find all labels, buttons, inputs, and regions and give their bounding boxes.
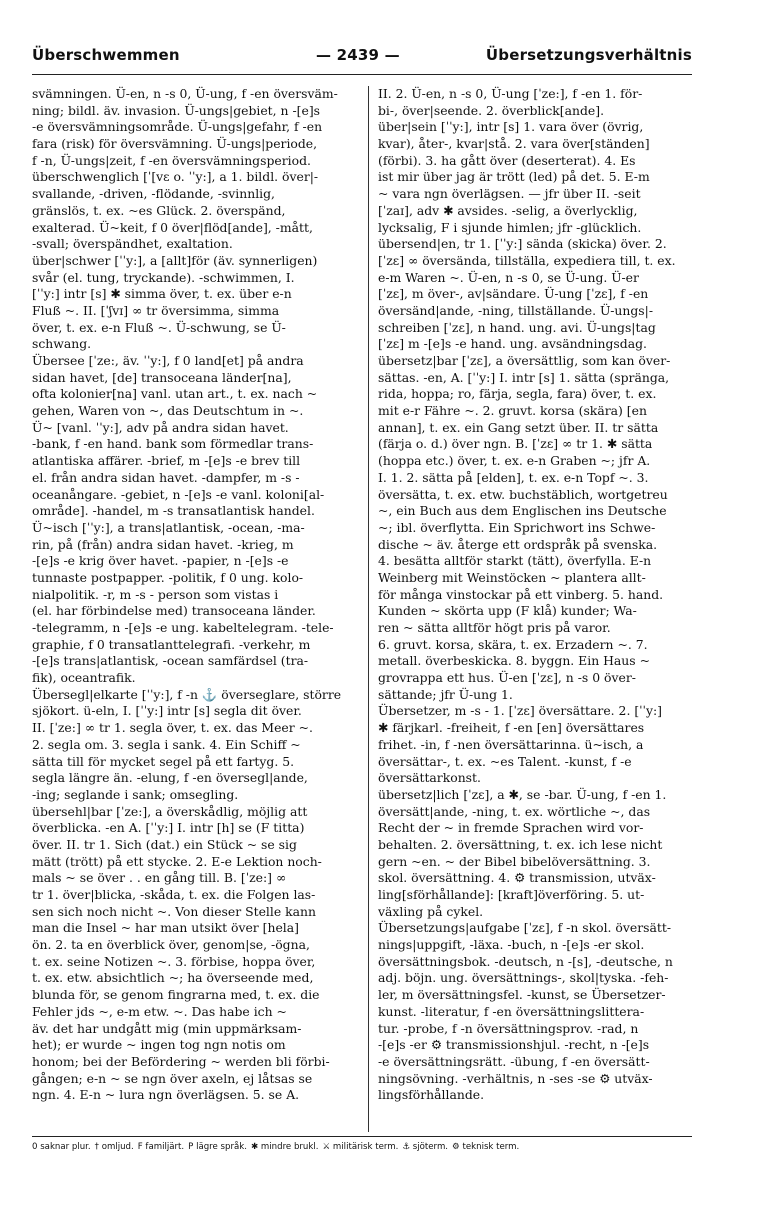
dictionary-line: ningsövning. -verhältnis, n -ses -se ⚙ utväx- <box>378 1070 653 1086</box>
legend-item: ⚙ teknisk term. <box>452 1142 520 1152</box>
dictionary-line: Fehler jds ~, e-m etw. ~. Das habe ich ~ <box>32 1003 287 1019</box>
dictionary-line: blunda för, se genom fingrarna med, t. ex. die <box>32 987 320 1003</box>
dictionary-line: rin, på (från) andra sidan havet. -krieg, m <box>32 536 294 552</box>
dictionary-line: übersend|en, tr 1. [ˈˈy:] sända (skicka) över. 2. <box>378 236 667 252</box>
dictionary-line: översättar-, t. ex. ~es Talent. -kunst, f -e <box>378 753 632 769</box>
dictionary-line: Kunden ~ skörta upp (F klå) kunder; Wa- <box>378 603 637 619</box>
dictionary-line: metall. överbeskicka. 8. byggn. Ein Haus ~ <box>378 653 650 669</box>
dictionary-line: sättas. -en, A. [ˈˈy:] I. intr [s] 1. sätta (spränga, <box>378 369 670 385</box>
dictionary-line: [ˈzɛ], m över-, av|sändare. Ü-ung [ˈzɛ], f -en <box>378 286 649 302</box>
dictionary-line: bi-, över|seende. 2. överblick[ande]. <box>378 102 605 118</box>
dictionary-line: [ˈzɛ] m -[e]s -e hand. ung. avsändningsdag. <box>378 336 647 352</box>
dictionary-line: (färja o. d.) över ngn. B. [ˈzɛ] ∞ tr 1. ✱ sätta <box>378 436 653 452</box>
dictionary-line: honom; bei der Befördering ~ werden bli förbi- <box>32 1053 330 1069</box>
dictionary-line: ren ~ sätta alltför högt pris på varor. <box>378 620 611 635</box>
dictionary-line: graphie, f 0 transatlanttelegrafi. -verkehr, m <box>32 636 311 652</box>
dictionary-line: gången; e-n ~ se ngn över axeln, ej låtsas se <box>32 1070 313 1086</box>
dictionary-line: frihet. -in, f -nen översättarinna. ü~isch, a <box>378 736 644 752</box>
dictionary-line: ning; bildl. äv. invasion. Ü-ungs|gebiet, n -[e]s <box>32 102 321 118</box>
header-last-entry: Übersetzungsverhältnis <box>485 46 692 64</box>
left-column <box>32 86 359 1126</box>
dictionary-line: för många vinstockar på ett vinberg. 5. hand. <box>378 586 664 602</box>
dictionary-line: -ing; seglande i sank; omsegling. <box>32 786 239 802</box>
dictionary-line: nialpolitik. -r, m -s - person som vistas i <box>32 586 279 602</box>
dictionary-line: Weinberg mit Weinstöcken ~ plantera allt- <box>378 569 646 585</box>
dictionary-line: sätta till för mycket segel på ett fartyg. 5. <box>32 753 295 769</box>
dictionary-line: oceanångare. -gebiet, n -[e]s -e vanl. koloni[al- <box>32 486 325 502</box>
dictionary-line: übersetz|lich [ˈzɛ], a ✱, se -bar. Ü-ung, f -en 1. <box>378 786 667 802</box>
dictionary-line: Übersetzungs|aufgabe [ˈzɛ], f -n skol. översätt- <box>378 920 672 936</box>
dictionary-line: mit e-r Fähre ~. 2. gruvt. korsa (skära) [en <box>378 403 647 419</box>
dictionary-line: översänd|ande, -ning, tillställande. Ü-ungs|- <box>378 302 654 318</box>
dictionary-line: över, t. ex. e-n Fluß ~. Ü-schwung, se Ü- <box>32 319 286 335</box>
page-number: — 2439 — <box>316 46 400 64</box>
dictionary-line: 6. gruvt. korsa, skära, t. ex. Erzadern ~. 7. <box>378 636 648 652</box>
dictionary-line: e-m Waren ~. Ü-en, n -s 0, se Ü-ung. Ü-er <box>378 269 639 285</box>
dictionary-line: über|schwer [ˈˈy:], a [allt]för (äv. synnerligen) <box>32 252 318 268</box>
dictionary-line: ~ vara ngn överlägsen. — jfr über II. -seit <box>378 186 641 202</box>
column-divider <box>368 86 369 1132</box>
dictionary-line: adj. böjn. ung. översättnings-, skol|tyska. -feh- <box>378 970 669 986</box>
legend-item: † omljud. <box>94 1142 134 1152</box>
legend-item: ✱ mindre brukl. <box>250 1142 319 1152</box>
page-header <box>32 46 692 70</box>
legend-item: ⚓ sjöterm. <box>402 1142 449 1152</box>
dictionary-line: II. [ˈze:] ∞ tr 1. segla över, t. ex. das Meer ~. <box>32 720 313 736</box>
right-column <box>378 86 692 1126</box>
dictionary-line: -[e]s -e krig över havet. -papier, n -[e]s -e <box>32 553 289 569</box>
dictionary-line: (förbi). 3. ha gått över (deserterat). 4. Es <box>378 152 636 168</box>
dictionary-line: het); er wurde ~ ingen tog ngn notis om <box>32 1037 286 1053</box>
dictionary-line: gehen, Waren von ~, das Deutschtum in ~. <box>32 403 304 419</box>
dictionary-line: f -n, Ü-ungs|zeit, f -en översvämningsperiod. <box>32 152 311 168</box>
dictionary-line: exalterad. Ü~keit, f 0 över|flöd[ande], -mått, <box>32 219 313 235</box>
dictionary-line: fik), oceantrafik. <box>32 670 136 686</box>
dictionary-line: Übersetzer, m -s - 1. [ˈzɛ] översättare. 2. [ˈˈy:] <box>378 703 662 719</box>
dictionary-line: ler, m översättningsfel. -kunst, se Übersetzer- <box>378 987 666 1003</box>
dictionary-line: übersetz|bar [ˈzɛ], a översättlig, som kan över- <box>378 353 671 368</box>
dictionary-line: -e översvämningsområde. Ü-ungs|gefahr, f -en <box>32 119 323 135</box>
dictionary-line: översättarkonst. <box>378 770 481 786</box>
dictionary-line: tur. -probe, f -n översättningsprov. -rad, n <box>378 1020 639 1036</box>
header-rule <box>32 74 692 75</box>
dictionary-line: Fluß ~. II. [ˈʃvɪ] ∞ tr översimma, simma <box>32 302 280 318</box>
dictionary-line: svallande, -driven, -flödande, -svinnlig, <box>32 186 275 202</box>
dictionary-line: svår (el. tung, tryckande). -schwimmen, I. <box>32 269 295 285</box>
dictionary-line: lycksalig, F i sjunde himlen; jfr -glücklich. <box>378 219 642 235</box>
dictionary-line: sjökort. ü-eln, I. [ˈˈy:] intr [s] segla dit över. <box>32 703 302 719</box>
dictionary-line: gränslös, t. ex. ~es Glück. 2. överspänd, <box>32 202 286 218</box>
dictionary-line: man die Insel ~ har man utsikt över [hela] <box>32 920 299 936</box>
dictionary-line: ofta kolonier[na] vanl. utan art., t. ex. nach ~ <box>32 386 318 402</box>
dictionary-line: Recht der ~ in fremde Sprachen wird vor- <box>378 820 644 836</box>
dictionary-line: schwang. <box>32 336 92 352</box>
dictionary-line: Übersegl|elkarte [ˈˈy:], f -n ⚓ överseglare, större <box>32 686 342 702</box>
dictionary-line: mals ~ se över . . en gång till. B. [ˈze:] ∞ <box>32 870 287 886</box>
dictionary-line: kvar), åter-, kvar|stå. 2. vara över[ständen] <box>378 136 650 152</box>
dictionary-line: I. 1. 2. sätta på [elden], t. ex. e-n Topf ~. 3. <box>378 469 649 485</box>
dictionary-line: översättningsbok. -deutsch, n -[s], -deutsche, n <box>378 953 673 969</box>
footer-rule <box>32 1136 692 1137</box>
dictionary-line: Ü~isch [ˈˈy:], a trans|atlantisk, -ocean, -ma- <box>32 519 305 535</box>
dictionary-line: översätt|ande, -ning, t. ex. wörtliche ~, das <box>378 803 651 819</box>
dictionary-line: växling på cykel. <box>378 903 484 919</box>
dictionary-line: überschwenglich [ˈ[vɛ o. ˈˈy:], a 1. bildl. över|- <box>32 169 319 185</box>
dictionary-line: äv. det har undgått mig (min uppmärksam- <box>32 1020 302 1036</box>
dictionary-line: sen sich noch nicht ~. Von dieser Stelle kann <box>32 903 316 919</box>
dictionary-line: (el. har förbindelse med) transoceana länder. <box>32 603 316 619</box>
dictionary-line: sidan havet, [de] transoceana länder[na], <box>32 369 292 385</box>
dictionary-line: -e översättningsrätt. -übung, f -en översätt- <box>378 1053 650 1069</box>
dictionary-line: -[e]s -er ⚙ transmissionshjul. -recht, n -[e]s <box>378 1037 650 1053</box>
dictionary-line: -telegramm, n -[e]s -e ung. kabeltelegram. -tele- <box>32 620 334 635</box>
dictionary-line: Ü~ [vanl. ˈˈy:], adv på andra sidan havet. <box>32 419 289 435</box>
dictionary-line: Übersee [ˈze:, äv. ˈˈy:], f 0 land[et] på andra <box>32 353 304 368</box>
dictionary-line: svämningen. Ü-en, n -s 0, Ü-ung, f -en översväm- <box>32 86 338 101</box>
dictionary-line: kunst. -literatur, f -en översättningslittera- <box>378 1003 645 1019</box>
dictionary-line: tunnaste postpapper. -politik, f 0 ung. kolo- <box>32 569 304 585</box>
legend-item: ⚔ militärisk term. <box>322 1142 399 1152</box>
dictionary-line: -bank, f -en hand. bank som förmedlar trans- <box>32 436 314 452</box>
dictionary-line: 2. segla om. 3. segla i sank. 4. Ein Schiff ~ <box>32 736 301 752</box>
dictionary-line: schreiben [ˈzɛ], n hand. ung. avi. Ü-ungs|tag <box>378 319 656 335</box>
dictionary-line: 4. besätta alltför starkt (tätt), överfylla. E-n <box>378 553 652 569</box>
dictionary-line: übersehl|bar [ˈze:], a överskådlig, möjlig att <box>32 803 308 819</box>
dictionary-line: ling[sförhållande]: [kraft]överföring. 5. ut- <box>378 887 645 902</box>
dictionary-line: t. ex. etw. absichtlich ~; ha överseende med, <box>32 970 314 986</box>
dictionary-line: överblicka. -en A. [ˈˈy:] I. intr [h] se (F titta) <box>32 820 305 836</box>
dictionary-line: II. 2. Ü-en, n -s 0, Ü-ung [ˈze:], f -en 1. för- <box>378 86 643 101</box>
dictionary-line: annan], t. ex. ein Gang setzt über. II. tr sätta <box>378 419 659 435</box>
dictionary-line: [ˈˈy:] intr [s] ✱ simma över, t. ex. über e-n <box>32 286 292 302</box>
dictionary-line: nings|uppgift, -läxa. -buch, n -[e]s -er skol. <box>378 937 645 953</box>
dictionary-line: rida, hoppa; ro, färja, segla, fara) över, t. ex. <box>378 386 657 402</box>
dictionary-line: lingsförhållande. <box>378 1087 485 1103</box>
header-first-entry: Überschwemmen <box>32 46 180 64</box>
dictionary-line: sättande; jfr Ü-ung 1. <box>378 686 513 702</box>
dictionary-line: ~, ein Buch aus dem Englischen ins Deutsche <box>378 503 667 519</box>
dictionary-line: tr 1. över|blicka, -skåda, t. ex. die Folgen las- <box>32 887 316 902</box>
dictionary-line: fara (risk) för översvämning. Ü-ungs|periode, <box>32 136 318 152</box>
dictionary-line: dische ~ äv. återge ett ordspråk på svenska. <box>378 536 658 552</box>
dictionary-line: über|sein [ˈˈy:], intr [s] 1. vara över (övrig, <box>378 119 644 135</box>
dictionary-line: översätta, t. ex. etw. buchstäblich, wortgetreu <box>378 486 668 502</box>
dictionary-line: ist mir über jag är trött (led) på det. 5. E-m <box>378 169 650 185</box>
dictionary-line: ~; ibl. överflytta. Ein Sprichwort ins Schwe- <box>378 519 656 535</box>
dictionary-line: mätt (trött) på ett stycke. 2. E-e Lektion noch- <box>32 853 322 869</box>
dictionary-line: atlantiska affärer. -brief, m -[e]s -e brev till <box>32 453 301 469</box>
legend-item: 0 saknar plur. <box>32 1142 91 1152</box>
dictionary-line: [ˈzɛ] ∞ översända, tillställa, expediera till, t. ex. <box>378 252 676 268</box>
dictionary-line: skol. översättning. 4. ⚙ transmission, utväx- <box>378 870 656 886</box>
abbreviation-legend <box>32 1141 692 1153</box>
legend-item: F familjärt. <box>137 1142 185 1152</box>
dictionary-line: grovrappa ett hus. Ü-en [ˈzɛ], n -s 0 över- <box>378 670 636 686</box>
dictionary-line: över. II. tr 1. Sich (dat.) ein Stück ~ se sig <box>32 836 297 852</box>
dictionary-line: (hoppa etc.) över, t. ex. e-n Graben ~; jfr A. <box>378 453 651 469</box>
dictionary-line: behalten. 2. översättning, t. ex. ich lese nicht <box>378 836 663 852</box>
dictionary-line: ön. 2. ta en överblick över, genom|se, -ögna, <box>32 937 310 953</box>
dictionary-line: t. ex. seine Notizen ~. 3. förbise, hoppa över, <box>32 953 316 969</box>
dictionary-line: ngn. 4. E-n ~ lura ngn överlägsen. 5. se A. <box>32 1087 300 1103</box>
dictionary-line: segla längre än. -elung, f -en översegl|ande, <box>32 770 308 786</box>
dictionary-line: el. från andra sidan havet. -dampfer, m -s - <box>32 469 300 485</box>
dictionary-line: gern ~en. ~ der Bibel bibelöversättning. 3. <box>378 853 651 869</box>
dictionary-line: -[e]s trans|atlantisk, -ocean samfärdsel (tra- <box>32 653 309 669</box>
dictionary-line: -svall; överspändhet, exaltation. <box>32 236 233 252</box>
dictionary-line: ✱ färjkarl. -freiheit, f -en [en] översättares <box>378 720 645 736</box>
dictionary-line: område]. -handel, m -s transatlantisk handel. <box>32 503 315 519</box>
dictionary-line: [ˈzaɪ], adv ✱ avsides. -selig, a överlycklig, <box>378 202 638 218</box>
legend-item: P lägre språk. <box>188 1142 247 1152</box>
